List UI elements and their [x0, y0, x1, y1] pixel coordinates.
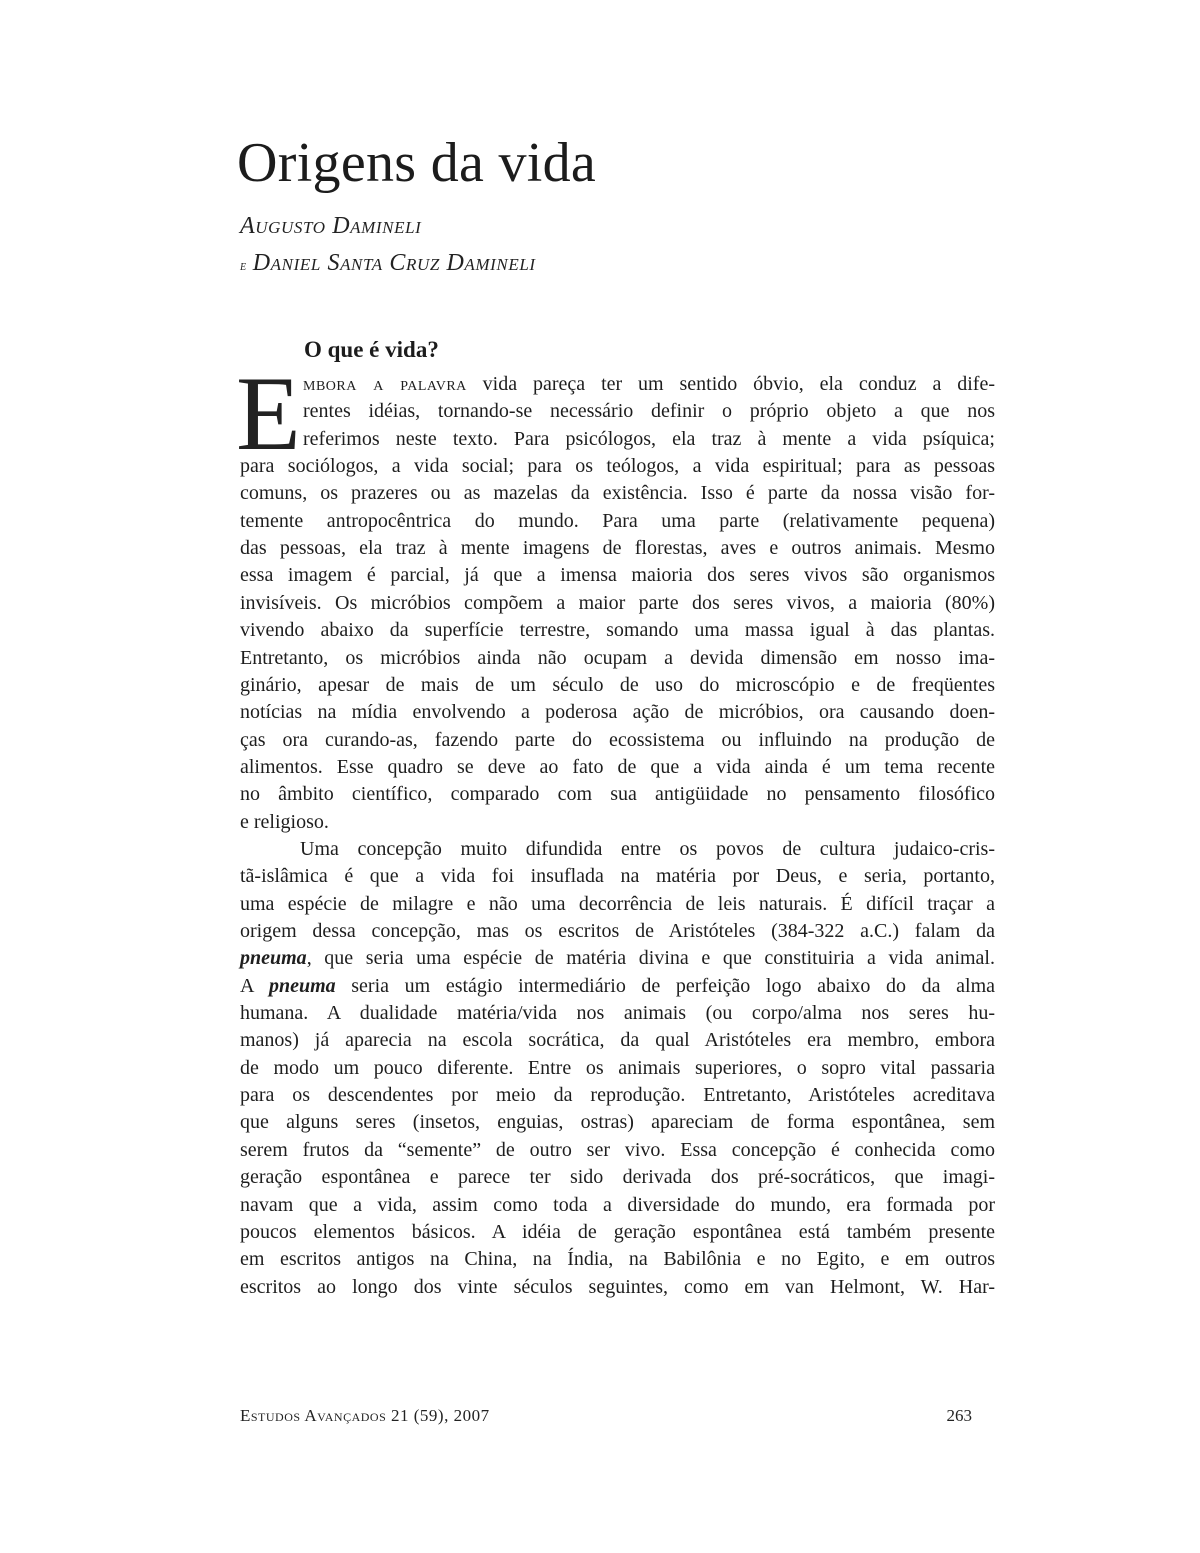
author-conjunction: e	[240, 259, 247, 274]
line-text: das pessoas, ela traz à mente imagens de florestas, aves e outros animais. Mesmo	[240, 537, 995, 560]
body-line	[240, 561, 995, 589]
body-line	[303, 370, 995, 398]
footer-journal: Estudos Avançados 21 (59), 2007	[240, 1406, 490, 1425]
body-line	[240, 862, 995, 890]
author-1: Augusto Damineli	[240, 213, 422, 239]
body-line	[300, 835, 995, 863]
body-line	[240, 753, 995, 781]
line-text: , que seria uma espécie de matéria divina e que constituiria a vida animal.	[306, 947, 995, 970]
body-line	[240, 452, 995, 480]
line-text: essa imagem é parcial, já que a imensa maioria dos seres vivos são organismos	[240, 564, 995, 587]
line-text: ças ora curando-as, fazendo parte do ecossistema ou influindo na produção de	[240, 728, 995, 751]
line-text: em escritos antigos na China, na Índia, na Babilônia e no Egito, e em outros	[240, 1248, 995, 1271]
line-text: navam que a vida, assim como toda a diversidade do mundo, era formada por	[240, 1193, 995, 1216]
body-line	[303, 425, 995, 453]
line-text: serem frutos da “semente” de outro ser vivo. Essa concepção é conhecida como	[240, 1138, 995, 1161]
line-text: e religioso.	[240, 810, 329, 833]
body-line	[240, 972, 995, 1000]
line-text: manos) já aparecia na escola socrática, da qual Aristóteles era membro, embora	[240, 1029, 995, 1052]
body-line	[240, 808, 995, 836]
body-line	[240, 890, 995, 918]
body-line	[240, 944, 995, 972]
body-line	[240, 507, 995, 535]
line-text: invisíveis. Os micróbios compõem a maior parte dos seres vivos, a maioria (80%)	[240, 591, 995, 614]
line-text: temente antropocêntrica do mundo. Para uma parte (relativamente pequena)	[240, 509, 995, 532]
author-2: Daniel Santa Cruz Damineli	[252, 250, 536, 276]
line-text: vida pareça ter um sentido óbvio, ela conduz a dife-	[466, 373, 996, 395]
line-text: escritos ao longo dos vinte séculos seguintes, como em van Helmont, W. Har-	[240, 1275, 995, 1298]
body-line	[240, 534, 995, 562]
line-text: tã-islâmica é que a vida foi insuflada na matéria por Deus, e seria, portanto,	[240, 865, 995, 888]
line-text: para os descendentes por meio da reprodução. Entretanto, Aristóteles acreditava	[240, 1084, 995, 1107]
line-text: no âmbito científico, comparado com sua antigüidade no pensamento filosófico	[240, 783, 995, 806]
body-line	[240, 917, 995, 945]
body-line	[240, 616, 995, 644]
line-text: uma espécie de milagre e não uma decorrência de leis naturais. É difícil traçar a	[240, 892, 995, 915]
body-line	[240, 1273, 995, 1301]
body-line	[240, 698, 995, 726]
line-text: poucos elementos básicos. A idéia de geração espontânea está também presente	[240, 1220, 995, 1243]
author-2-line	[240, 247, 536, 283]
emphasis-term: pneuma	[240, 947, 307, 970]
line-text: geração espontânea e parece ter sido derivada dos pré-socráticos, que imagi-	[240, 1166, 995, 1189]
line-text: para sociólogos, a vida social; para os teólogos, a vida espiritual; para as pessoas	[240, 455, 995, 478]
line-text: A	[240, 974, 269, 997]
line-text: Uma concepção muito difundida entre os povos de cultura judaico-cris-	[300, 837, 995, 860]
body-line	[240, 1081, 995, 1109]
line-text: seria um estágio intermediário de perfeição logo abaixo do da alma	[335, 974, 995, 997]
section-heading: O que é vida?	[304, 337, 439, 362]
body-line	[240, 726, 995, 754]
body-line	[240, 1026, 995, 1054]
line-text: rentes idéias, tornando-se necessário definir o próprio objeto a que nos	[303, 400, 995, 423]
lead-in-text: mbora a palavra	[303, 373, 467, 395]
line-text: de modo um pouco diferente. Entre os animais superiores, o sopro vital passaria	[240, 1056, 995, 1079]
body-line	[240, 1163, 995, 1191]
body-line	[240, 1108, 995, 1136]
line-text: vivendo abaixo da superfície terrestre, somando uma massa igual à das plantas.	[240, 619, 995, 642]
body-line	[303, 397, 995, 425]
drop-cap: E	[236, 355, 301, 472]
body-line	[240, 1054, 995, 1082]
body-line	[240, 671, 995, 699]
body-line	[240, 479, 995, 507]
article-title: Origens da vida	[237, 132, 597, 194]
body-line	[240, 1218, 995, 1246]
body-line	[240, 780, 995, 808]
line-text: origem dessa concepção, mas os escritos de Aristóteles (384-322 a.C.) falam da	[240, 920, 995, 942]
body-line	[240, 1136, 995, 1164]
body-line	[240, 999, 995, 1027]
line-text: Entretanto, os micróbios ainda não ocupam a devida dimensão em nosso ima-	[240, 646, 995, 669]
line-text: comuns, os prazeres ou as mazelas da existência. Isso é parte da nossa visão for-	[240, 482, 995, 505]
line-text: que alguns seres (insetos, enguias, ostras) apareciam de forma espontânea, sem	[240, 1111, 995, 1134]
line-text: ginário, apesar de mais de um século de uso do microscópio e de freqüentes	[240, 673, 995, 696]
line-text: notícias na mídia envolvendo a poderosa ação de micróbios, ora causando doen-	[240, 701, 995, 724]
body-line	[240, 644, 995, 672]
page-number: 263	[946, 1406, 972, 1425]
line-text: alimentos. Esse quadro se deve ao fato de que a vida ainda é um tema recente	[240, 755, 995, 778]
body-line	[240, 1191, 995, 1219]
body-line	[240, 589, 995, 617]
line-text: referimos neste texto. Para psicólogos, ela traz à mente a vida psíquica;	[303, 427, 995, 450]
emphasis-term: pneuma	[268, 974, 336, 997]
body-line	[240, 1245, 995, 1273]
line-text: humana. A dualidade matéria/vida nos animais (ou corpo/alma nos seres hu-	[240, 1002, 995, 1025]
